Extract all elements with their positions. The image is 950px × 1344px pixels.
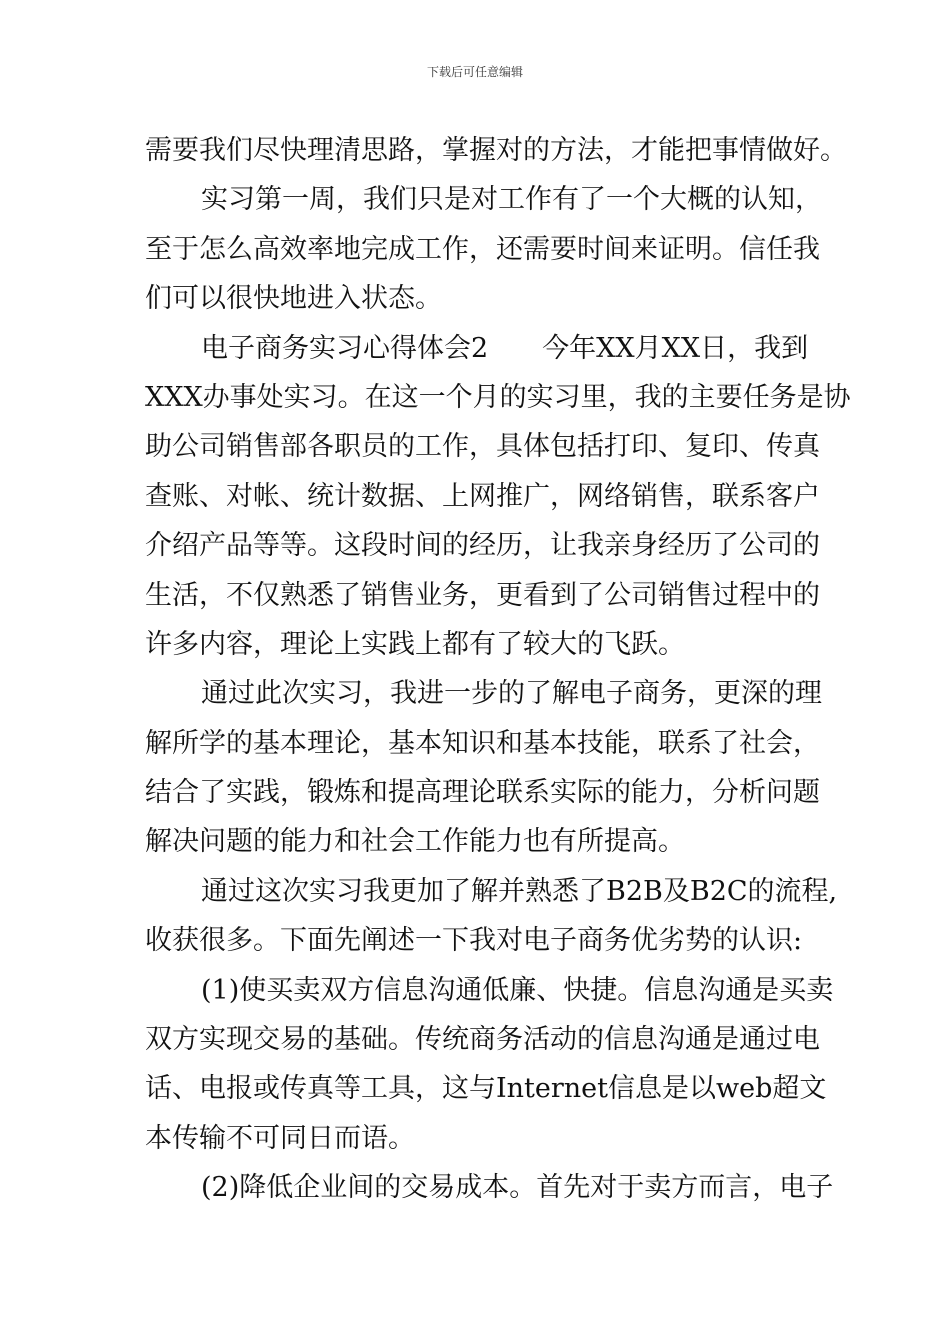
text-line: 收获很多。下面先阐述一下我对电子商务优劣势的认识:: [145, 925, 803, 957]
text-line: 实习第一周，我们只是对工作有了一个大概的认知，: [201, 184, 822, 216]
text-line: 解所学的基本理论，基本知识和基本技能，联系了社会，: [145, 727, 820, 759]
text-line: XXX办事处实习。在这一个月的实习里，我的主要任务是协: [145, 381, 851, 413]
text-line: 电子商务实习心得体会2 今年XX月XX日，我到: [201, 332, 809, 364]
text-line: 助公司销售部各职员的工作，具体包括打印、复印、传真: [145, 431, 820, 463]
text-line: (1)使买卖双方信息沟通低廉、快捷。信息沟通是买卖: [201, 974, 834, 1006]
text-line: 双方实现交易的基础。传统商务活动的信息沟通是通过电: [145, 1024, 820, 1056]
text-line: 介绍产品等等。这段时间的经历，让我亲身经历了公司的: [145, 530, 820, 562]
text-line: 话、电报或传真等工具，这与Internet信息是以web超文: [145, 1073, 827, 1105]
text-line: (2)降低企业间的交易成本。首先对于卖方而言，电子: [201, 1172, 834, 1204]
text-line: 们可以很快地进入状态。: [145, 283, 442, 315]
text-line: 需要我们尽快理清思路，掌握对的方法，才能把事情做好。: [145, 135, 847, 166]
text-line: 结合了实践，锻炼和提高理论联系实际的能力，分析问题: [145, 777, 820, 809]
text-line: 生活，不仅熟悉了销售业务，更看到了公司销售过程中的: [145, 579, 820, 611]
document-body: [145, 126, 851, 1213]
text-line: 查账、对帐、统计数据、上网推广，网络销售，联系客户: [145, 480, 820, 512]
page-header: 下载后可任意编辑: [426, 65, 523, 79]
text-line: 通过此次实习，我进一步的了解电子商务，更深的理: [201, 678, 822, 710]
text-line: 通过这次实习我更加了解并熟悉了B2B及B2C的流程,: [201, 875, 838, 907]
text-line: 本传输不可同日而语。: [145, 1122, 415, 1154]
text-line: 许多内容，理论上实践上都有了较大的飞跃。: [145, 628, 685, 660]
text-line: 至于怎么高效率地完成工作，还需要时间来证明。信任我: [145, 233, 820, 265]
text-line: 解决问题的能力和社会工作能力也有所提高。: [145, 826, 685, 858]
